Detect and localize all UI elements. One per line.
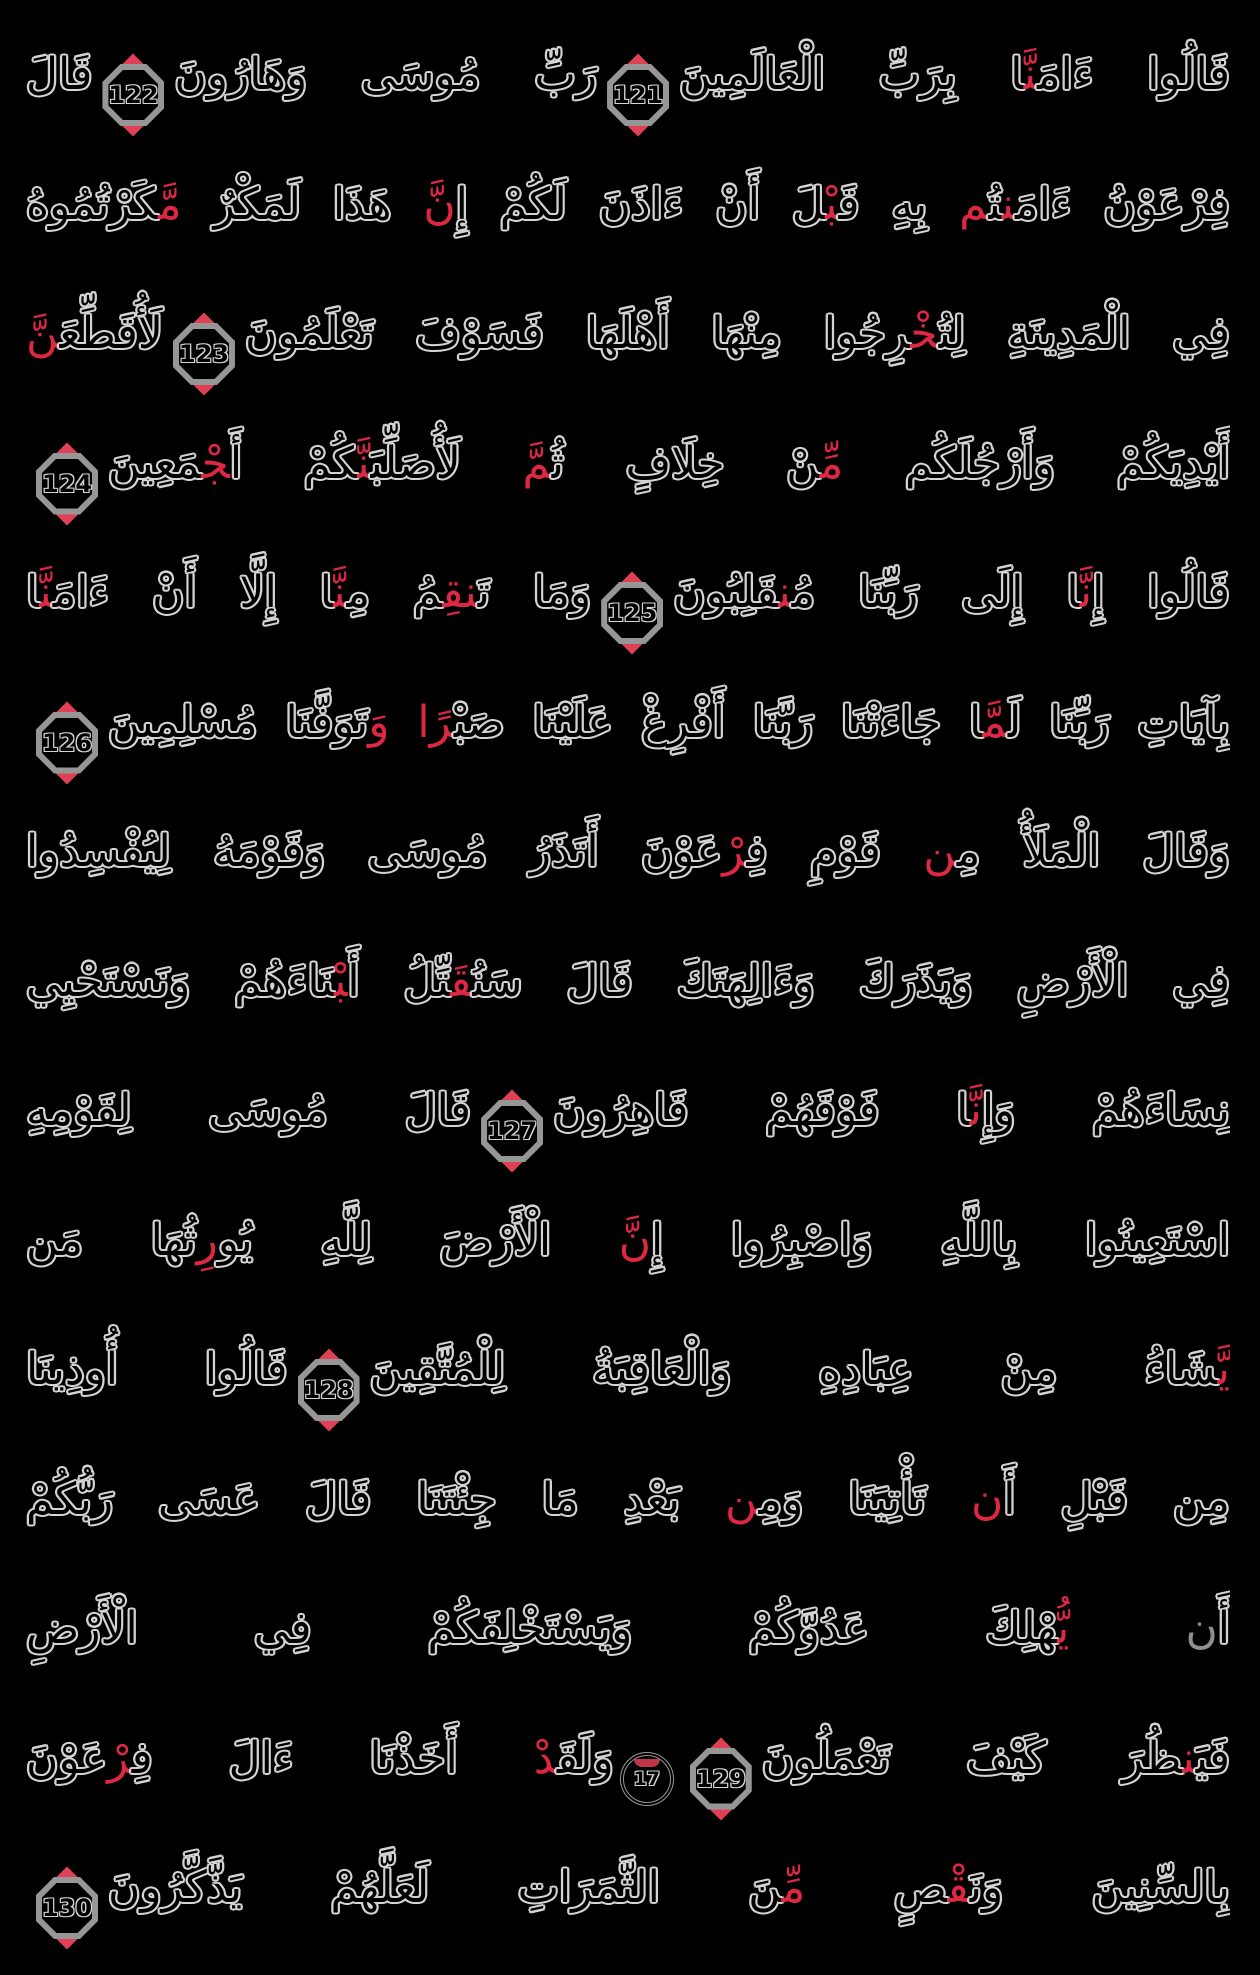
ayah-text: فِرْعَوْنُ ءَامَ‍ xyxy=(1015,178,1230,230)
tajweed-red-text: يُّ‍ xyxy=(1057,1603,1070,1654)
ayah-text: ‍تِّلُ أَ‍ xyxy=(347,955,451,1007)
ayah-text: عَوْنَ xyxy=(26,1732,108,1784)
ayah-text: ‍صٍ xyxy=(805,1862,948,1913)
tajweed-red-text: ن xyxy=(970,1473,1004,1525)
verse-number: 125 xyxy=(607,599,658,627)
ayah-text: الْأَرْضَ لِلَّهِ يُو xyxy=(217,1214,619,1266)
ayah-text xyxy=(1069,1603,1185,1654)
ayah-text: ثُهَا مَن xyxy=(26,1214,197,1266)
ayah-text: ‍ا إِلَّا أَنْ ءَامَ‍ xyxy=(52,567,334,618)
tajweed-red-text: ‍ن xyxy=(725,1473,759,1525)
verse-number: 127 xyxy=(487,1117,538,1145)
ayah-text: ‍ا جَاءَتْنَا رَبَّنَا أَفْرِغْ عَلَيْنَا صَبْ‍ xyxy=(453,696,983,748)
mushaf-line xyxy=(26,1180,1230,1302)
verse-number: 121 xyxy=(613,81,664,109)
tajweed-red-text: ‍ن xyxy=(923,826,957,877)
ayah-text: عَوْنَ أَتَذَرُ مُوسَى وَقَوْمَهُ لِيُفْسِدُوا xyxy=(26,826,723,877)
tajweed-red-text: ‍رْ xyxy=(722,826,747,877)
ayah-text: ‍مُ مِ‍ xyxy=(346,567,443,618)
tajweed-red-text: ‍نَّ‍ xyxy=(39,567,53,618)
hizb-marker xyxy=(620,1752,674,1806)
mushaf-line xyxy=(26,1698,1230,1820)
tajweed-red-text: ‍جْ‍ xyxy=(201,437,230,489)
ayah-text: قَالُوا ءَامَ‍ xyxy=(1037,49,1230,100)
mushaf-line xyxy=(26,273,1230,395)
tajweed-red-text: ‍خْ‍ xyxy=(910,308,939,359)
tajweed-red-text: ‍ن‍ xyxy=(778,567,792,618)
tajweed-red-text: ‍قْ‍ xyxy=(947,1862,970,1913)
mushaf-line xyxy=(26,403,1230,525)
hizb-number: 17 xyxy=(633,1767,660,1790)
verse-number-medallion xyxy=(102,64,164,126)
ayah-text: قَالُوا أُوذِينَا xyxy=(26,1344,288,1395)
tajweed-red-text: ‍مَّ‍ xyxy=(982,696,1008,748)
ayah-text: ‍قَلِبُونَ xyxy=(673,567,779,618)
verse-number-medallion xyxy=(690,1748,752,1810)
ayah-text: وَقَالَ الْمَلَأُ مِ‍ xyxy=(956,826,1230,877)
ayah-text: اسْتَعِينُوا بِاللَّهِ وَاصْبِرُوا إِ xyxy=(651,1214,1230,1266)
ayah-text: وَلَقَ‍ xyxy=(556,1732,614,1784)
ayah-text: ‍نْ خِلَافٍ ثُ‍ xyxy=(551,437,820,489)
tajweed-red-text: ‍ن‍ xyxy=(1001,178,1016,230)
tajweed-red-text: ‍نَّ‍ xyxy=(333,567,347,618)
ayah-text: ‍هْلِكَ عَدُوَّكُمْ وَيَسْتَخْلِفَكُمْ فِي الْأَرْضِ xyxy=(26,1603,1058,1654)
tajweed-red-text: مَّ‍ xyxy=(158,178,182,230)
tajweed-red-text: ‍رْ xyxy=(107,1732,132,1784)
tajweed-red-text: ‍نَّ‍ xyxy=(357,437,371,489)
ayah-text: أَ xyxy=(1217,1603,1230,1654)
mushaf-line xyxy=(26,14,1230,136)
ayah-text: ‍شَاءُ مِنْ عِبَادِهِ وَالْعَاقِبَةُ لِلْمُتَّقِينَ xyxy=(369,1344,1218,1395)
mushaf-line xyxy=(26,662,1230,784)
ayah-text: نِسَاءَهُمْ وَإِ xyxy=(981,1085,1230,1136)
tajweed-red-text: ‍بْ‍ xyxy=(334,955,348,1007)
mushaf-line xyxy=(26,1050,1230,1172)
tajweed-red-text: ‍م xyxy=(959,178,989,230)
ayah-text: ‍ا بِرَبِّ الْعَالَمِينَ xyxy=(679,49,1024,100)
ayah-text: ‍نَاءَهُمْ وَنَسْتَحْيِي xyxy=(26,955,335,1007)
tajweed-red-text: نَّ‍ xyxy=(1079,567,1093,618)
verse-number: 126 xyxy=(41,728,93,757)
tajweed-red-text: ‍نقِ‍ xyxy=(442,567,478,618)
mushaf-line xyxy=(26,144,1230,266)
tajweed-red-text: يَّ‍ xyxy=(1217,1344,1230,1395)
ayah-text: ‍مَعِينَ xyxy=(108,437,202,489)
tajweed-red-text: مِّ‍ xyxy=(781,1862,806,1913)
verse-number: 128 xyxy=(303,1376,354,1404)
tajweed-red-text: نَّ xyxy=(423,178,456,230)
mushaf-line xyxy=(26,921,1230,1043)
ayah-text: مِن قَبْلِ أَ xyxy=(1003,1473,1230,1525)
verse-number-medallion xyxy=(36,712,98,774)
ayah-text: ‍ا xyxy=(26,567,40,618)
ayah-text: هَذَا لَمَكْرٌ xyxy=(181,178,424,230)
tajweed-red-text: نَّ‍ xyxy=(969,1085,982,1136)
ayah-text: رَبِّ مُوسَى وَهَارُونَ xyxy=(174,49,598,100)
verse-number-medallion xyxy=(36,1877,98,1939)
ayah-text: ‍ا فَوْقَهُمْ قَاهِرُونَ xyxy=(553,1085,970,1136)
ayah-text: أَخَذْنَا ءَالَ فِ‍ xyxy=(131,1732,534,1784)
ayah-text: ‍نَ الثَّمَرَاتِ لَعَلَّهُمْ يَذَّكَّرُونَ xyxy=(108,1862,782,1913)
ayah-text: بِالسِّنِينَ وَنَ‍ xyxy=(969,1862,1230,1913)
ayah-text: ‍لَ أَنْ ءَاذَنَ لَكُمْ إِ xyxy=(455,178,826,230)
ayah-text: تَوَفَّنَا مُسْلِمِينَ xyxy=(108,696,369,748)
verse-number: 129 xyxy=(695,1764,746,1793)
ayah-text: ‍ا إِلَى رَبِّنَا مُ‍ xyxy=(791,567,1080,618)
ayah-text: ‍كَرْتُمُوهُ xyxy=(26,178,159,230)
ayah-text: لَأُقَطِّعَ‍ xyxy=(59,308,163,359)
verse-number: 122 xyxy=(108,81,159,109)
verse-number: 130 xyxy=(41,1894,93,1922)
tajweed-red-text: ‍نَّ xyxy=(26,308,60,359)
tajweed-red-text: ‍ن‍ xyxy=(1182,1732,1196,1784)
ayah-text: ‍ظُرَ كَيْفَ تَعْمَلُونَ xyxy=(761,1732,1183,1784)
mushaf-line xyxy=(26,1568,1230,1690)
tajweed-red-text: ‍مَّ xyxy=(522,437,552,489)
ayah-text: قَالَ مُوسَى لِقَوْمِهِ xyxy=(26,1085,472,1136)
tajweed-red-text: ‍قَ‍ xyxy=(450,955,473,1007)
silent-gray-text: ن xyxy=(1185,1603,1218,1654)
ayah-text: قَوْمِ فِ‍ xyxy=(746,826,924,877)
mushaf-line xyxy=(26,532,1230,654)
verse-number-medallion xyxy=(298,1359,360,1421)
ayah-text: تَأْتِيَنَا وَمِ‍ xyxy=(758,1473,971,1525)
ayah-text: قَالُوا إِ xyxy=(1092,567,1230,618)
verse-number-medallion xyxy=(36,453,98,515)
ayah-text: بَعْدِ مَا جِئْتَنَا قَالَ عَسَى رَبُّكُمْ xyxy=(26,1473,725,1525)
tajweed-red-text: رِ xyxy=(196,1214,218,1266)
ayah-text: فَيَ‍ xyxy=(1195,1732,1230,1784)
tajweed-red-text: ‍بْ‍ xyxy=(825,178,839,230)
ayah-text: ‍رِجُوا مِنْهَا أَهْلَهَا فَسَوْفَ تَعْلَمُونَ xyxy=(244,308,911,359)
mushaf-line xyxy=(26,1827,1230,1949)
verse-number: 123 xyxy=(178,340,230,368)
ayah-text: ‍تُ‍ xyxy=(988,178,1002,230)
tajweed-red-text: مِّ‍ xyxy=(819,437,844,489)
mushaf-line xyxy=(26,791,1230,913)
ayah-text: بِآيَاتِ رَبِّنَا لَ‍ xyxy=(1007,696,1230,748)
tajweed-red-text: ‍نَّ‍ xyxy=(1023,49,1037,100)
ayah-text: ‍كُمْ أَ‍ xyxy=(229,437,358,489)
tajweed-red-text: ‍رًا وَ xyxy=(368,696,454,748)
ayah-text: وَمَا تَ‍ xyxy=(477,567,592,618)
tajweed-red-text: ‍دْ xyxy=(533,1732,557,1784)
verse-number-medallion xyxy=(601,582,663,644)
ayah-text: قَالَ xyxy=(26,49,93,100)
verse-number-medallion xyxy=(481,1100,543,1162)
ayah-text: فِي الْأَرْضِ وَيَذَرَكَ وَءَالِهَتَكَ قَالَ سَنُ‍ xyxy=(472,955,1230,1007)
verse-number-medallion xyxy=(607,64,669,126)
ayah-text: فِي الْمَدِينَةِ لِتُ‍ xyxy=(938,308,1230,359)
mushaf-line xyxy=(26,1439,1230,1561)
tajweed-red-text: نَّ xyxy=(618,1214,651,1266)
mushaf-line xyxy=(26,1309,1230,1431)
verse-number: 124 xyxy=(41,469,93,498)
ayah-text: لَأُصَلِّبَ‍ xyxy=(370,437,523,489)
ayah-text: بِهِ قَ‍ xyxy=(838,178,960,230)
ayah-text: أَيْدِيَكُمْ وَأَرْجُلَكُم xyxy=(843,437,1230,489)
verse-number-medallion xyxy=(173,323,235,385)
